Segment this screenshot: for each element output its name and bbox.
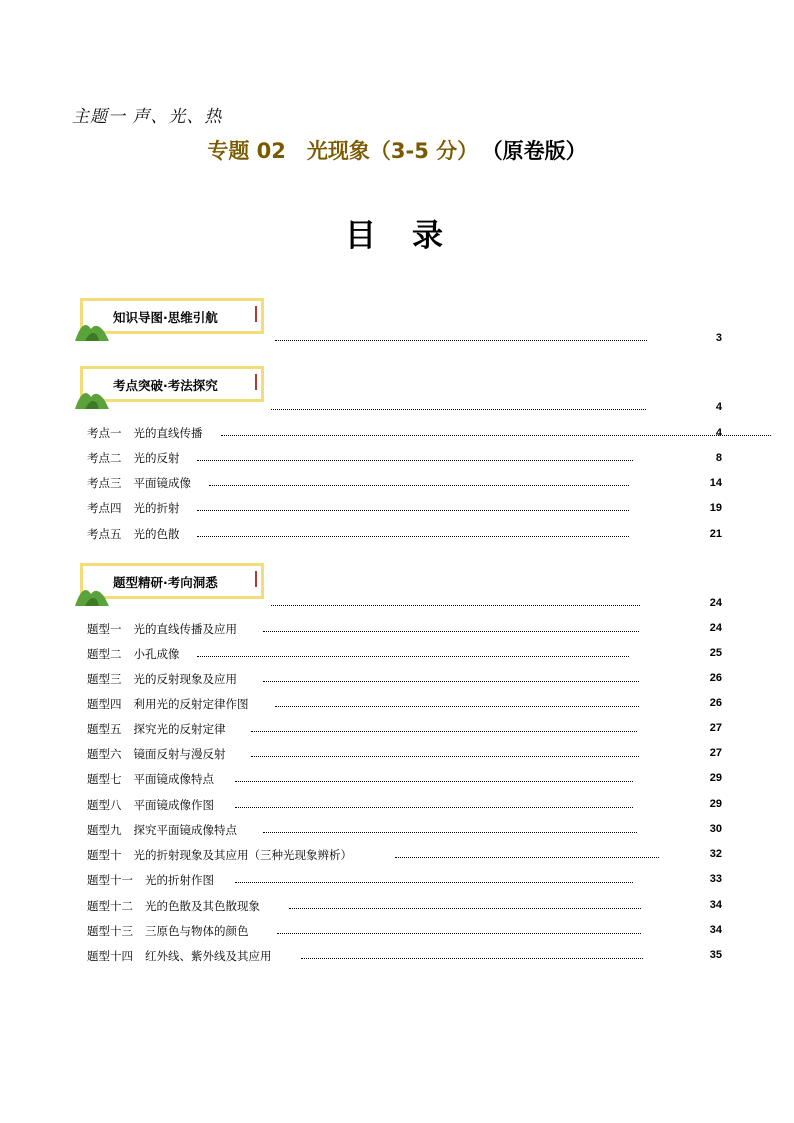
- entry-name: 镜面反射与漫反射: [133, 747, 226, 761]
- entry-leader: [263, 681, 639, 682]
- entry-name: 光的色散及其色散现象: [145, 899, 260, 913]
- entry-name: 光的折射现象及其应用（三种光现象辨析）: [133, 848, 352, 862]
- entry-page: 29: [709, 772, 722, 784]
- entry-code: 题型四: [87, 697, 122, 711]
- banner-tick: [255, 571, 257, 587]
- toc-entry[interactable]: [87, 696, 249, 712]
- toc-entry[interactable]: [87, 822, 237, 838]
- entry-page: 35: [709, 949, 722, 961]
- toc-entry[interactable]: [87, 671, 237, 687]
- section-page-number: 24: [709, 597, 722, 609]
- toc-leader: [275, 340, 647, 341]
- entry-leader: [395, 857, 659, 858]
- entry-leader: [197, 536, 629, 537]
- document-title: [0, 135, 794, 165]
- toc-entry[interactable]: [87, 948, 272, 964]
- entry-code: 题型五: [87, 722, 122, 736]
- entry-leader: [197, 510, 629, 511]
- toc-entry[interactable]: [87, 475, 191, 491]
- entry-page: 26: [709, 697, 722, 709]
- banner-tick: [255, 374, 257, 390]
- section-banner-label: 考点突破·考法探究: [113, 378, 218, 393]
- entry-page: 34: [709, 924, 722, 936]
- toc-entry[interactable]: [87, 721, 226, 737]
- entry-code: 题型九: [87, 823, 122, 837]
- toc-entry[interactable]: [87, 646, 180, 662]
- series-title: 主题一 声、光、热: [72, 107, 223, 127]
- entry-leader: [251, 731, 637, 732]
- entry-leader: [235, 807, 633, 808]
- entry-name: 光的直线传播: [133, 426, 203, 440]
- section-banner-label: 知识导图·思维引航: [113, 310, 218, 325]
- section-banner-exam-points[interactable]: [80, 366, 264, 402]
- entry-page: 30: [709, 823, 722, 835]
- entry-page: 27: [709, 747, 722, 759]
- entry-name: 光的反射: [133, 451, 180, 465]
- entry-page: 8: [715, 452, 722, 464]
- entry-page: 26: [709, 672, 722, 684]
- section-banner-question-types[interactable]: [80, 563, 264, 599]
- entry-code: 题型十四: [87, 949, 133, 963]
- toc-entry[interactable]: [87, 771, 214, 787]
- entry-leader: [221, 435, 771, 436]
- entry-leader: [301, 958, 643, 959]
- entry-name: 光的折射: [133, 501, 180, 515]
- banner-tick: [255, 306, 257, 322]
- entry-code: 考点三: [87, 476, 122, 490]
- toc-entry[interactable]: [87, 621, 237, 637]
- toc-entry[interactable]: [87, 746, 226, 762]
- entry-name: 三原色与物体的颜色: [145, 924, 249, 938]
- entry-name: 探究平面镜成像特点: [133, 823, 237, 837]
- toc-entry[interactable]: [87, 450, 180, 466]
- section-banner-label: 题型精研·考向洞悉: [113, 575, 218, 590]
- toc-entry[interactable]: [87, 898, 260, 914]
- entry-code: 题型十三: [87, 924, 133, 938]
- section-banner-mindmap[interactable]: [80, 298, 264, 334]
- entry-code: 题型一: [87, 622, 122, 636]
- entry-code: 题型七: [87, 772, 122, 786]
- entry-leader: [197, 460, 633, 461]
- toc-heading: 目录: [345, 218, 479, 254]
- entry-page: 24: [709, 622, 722, 634]
- entry-page: 19: [709, 502, 722, 514]
- entry-code: 题型十二: [87, 899, 133, 913]
- hills-icon: [75, 580, 111, 606]
- toc-leader: [271, 409, 646, 410]
- entry-leader: [289, 908, 641, 909]
- entry-code: 题型六: [87, 747, 122, 761]
- entry-name: 利用光的反射定律作图: [133, 697, 249, 711]
- entry-leader: [251, 756, 639, 757]
- toc-leader: [271, 605, 640, 606]
- entry-code: 题型十: [87, 848, 122, 862]
- entry-name: 探究光的反射定律: [133, 722, 226, 736]
- entry-leader: [263, 832, 637, 833]
- hills-icon: [75, 315, 111, 341]
- entry-code: 考点一: [87, 426, 122, 440]
- entry-leader: [235, 781, 633, 782]
- entry-name: 平面镜成像特点: [133, 772, 214, 786]
- section-page-number: 3: [715, 332, 722, 344]
- entry-name: 光的折射作图: [145, 873, 214, 887]
- toc-entry[interactable]: [87, 500, 180, 516]
- entry-name: 小孔成像: [133, 647, 180, 661]
- entry-page: 29: [709, 798, 722, 810]
- entry-page: 14: [709, 477, 722, 489]
- entry-page: 4: [715, 427, 722, 439]
- entry-code: 题型二: [87, 647, 122, 661]
- toc-entry[interactable]: [87, 526, 180, 542]
- entry-name: 平面镜成像: [133, 476, 191, 490]
- toc-entry[interactable]: [87, 923, 249, 939]
- hills-icon: [75, 383, 111, 409]
- entry-name: 红外线、紫外线及其应用: [145, 949, 272, 963]
- entry-page: 25: [709, 647, 722, 659]
- entry-code: 题型十一: [87, 873, 133, 887]
- toc-entry[interactable]: [87, 797, 214, 813]
- entry-page: 34: [709, 899, 722, 911]
- toc-entry[interactable]: [87, 847, 352, 863]
- entry-leader: [209, 485, 629, 486]
- entry-page: 33: [709, 873, 722, 885]
- entry-leader: [263, 631, 639, 632]
- entry-name: 光的反射现象及应用: [133, 672, 237, 686]
- entry-code: 考点二: [87, 451, 122, 465]
- entry-leader: [277, 933, 641, 934]
- entry-page: 27: [709, 722, 722, 734]
- entry-name: 平面镜成像作图: [133, 798, 214, 812]
- entry-code: 题型三: [87, 672, 122, 686]
- entry-code: 考点四: [87, 501, 122, 515]
- document-title-main: 专题 02 光现象（3-5 分）: [207, 139, 479, 163]
- entry-name: 光的色散: [133, 527, 180, 541]
- entry-page: 21: [709, 528, 722, 540]
- section-page-number: 4: [715, 401, 722, 413]
- entry-leader: [197, 656, 629, 657]
- toc-entry[interactable]: [87, 872, 214, 888]
- entry-code: 考点五: [87, 527, 122, 541]
- entry-leader: [235, 882, 633, 883]
- entry-name: 光的直线传播及应用: [133, 622, 237, 636]
- document-title-version: （原卷版）: [492, 139, 587, 163]
- toc-entry[interactable]: [87, 425, 203, 441]
- entry-leader: [275, 706, 639, 707]
- entry-page: 32: [709, 848, 722, 860]
- entry-code: 题型八: [87, 798, 122, 812]
